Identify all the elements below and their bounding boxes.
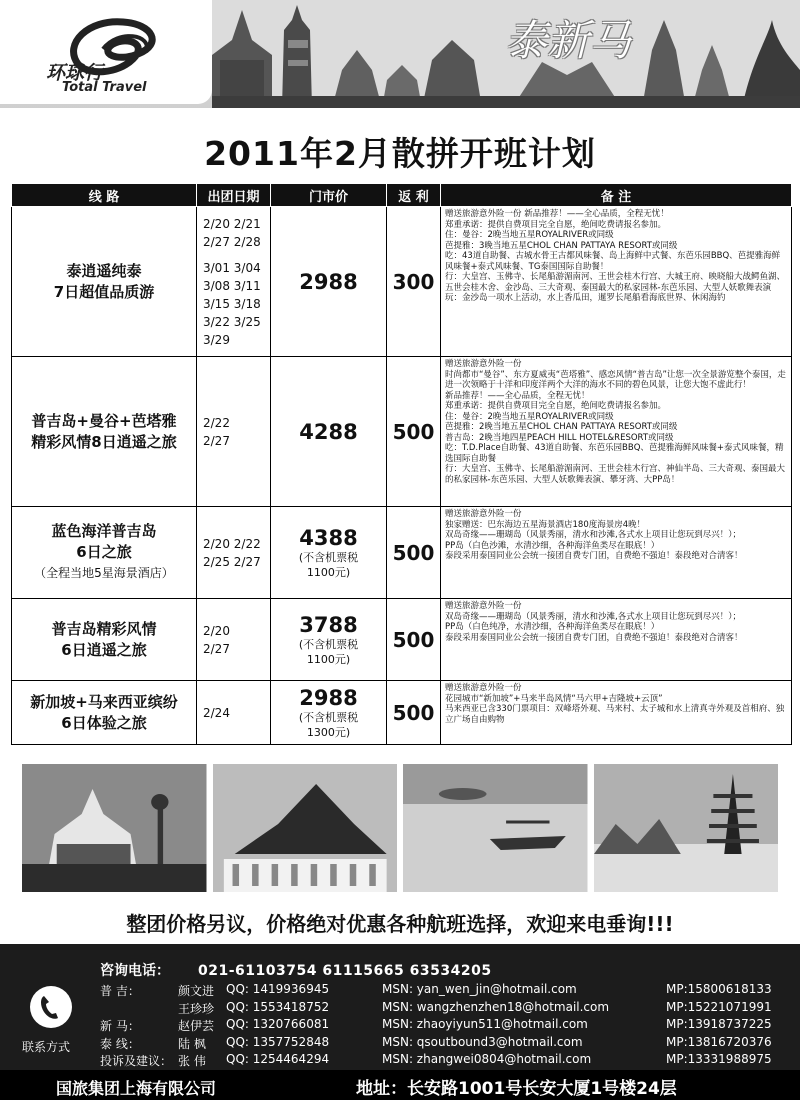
- column-header-price: 门市价: [271, 184, 387, 207]
- hotline: [100, 960, 492, 980]
- schedule-table: [11, 183, 792, 745]
- note-line: 行：大皇宫、玉佛寺、长尾船游湄南河、王世会桂木行宫、大城王府、映晓船大战鳄鱼湖、五世会桂木舍、金沙岛、三大奇观、泰国最大的私家园林-东芭乐园、大型人妖歌舞表演: [445, 272, 786, 293]
- note-line: 泰段采用泰国同业公会统一接团自费专门团，自费绝不强迫！泰段绝对合清客！: [445, 551, 743, 561]
- notes-cell: [441, 599, 792, 681]
- contact-row: [100, 1035, 790, 1051]
- contact-row: [100, 982, 790, 998]
- hotline-numbers: 021-61103754 61115665 63534205: [198, 963, 492, 979]
- beach-boat-photo: [403, 764, 588, 892]
- note-line: 行：大皇宫、玉佛寺、长尾船游湄南河、王世会桂木行宫、神仙半岛、三大奇观、泰国最大的私家园林-东芭乐园、大型人妖歌舞表演、攀牙湾、大PP岛！: [445, 464, 786, 485]
- table-row: [12, 599, 792, 681]
- contact-mobile: MP:15221071991: [666, 999, 772, 1014]
- column-header-rebate: 返 利: [387, 184, 441, 207]
- route-name-line: 6日之旅: [76, 543, 132, 561]
- departure-dates-cell: [197, 681, 271, 745]
- contact-qq: QQ: 1553418752: [226, 999, 330, 1014]
- note-line: 玩：金沙岛一项水上活动，水上香瓜田，暹罗长尾船看海底世界、休闲海钓: [445, 293, 726, 303]
- route-name-line: 精彩风情8日逍遥之旅: [31, 432, 177, 451]
- price-tax-note: 1100元): [306, 652, 351, 666]
- hotline-label: 咨询电话：: [100, 963, 170, 979]
- retail-price-cell: [271, 681, 387, 745]
- route-name-line: 6日逍遥之旅: [61, 640, 147, 659]
- contact-msn: MSN: wangzhenzhen18@hotmail.com: [382, 999, 610, 1014]
- retail-price: 2988: [299, 685, 358, 710]
- note-line: 郑重承诺：提供自费项目完全自愿，绝间吃费请报名参加。: [445, 401, 667, 411]
- contact-region: 新 马：: [100, 1019, 140, 1033]
- temple-photo: [213, 764, 398, 892]
- route-subtitle: （全程当地5星海景酒店）: [34, 566, 174, 580]
- header-banner: [0, 0, 800, 108]
- departure-dates-cell: [197, 599, 271, 681]
- contact-qq: QQ: 1254464294: [226, 1052, 330, 1066]
- note-line: 时尚都市“曼谷”、东方夏威夷“芭塔雅”、感恋风情“普吉岛”让您一次全景游览整个泰国，走进一次领略于十洋和印度洋两个大洋的海水不同的碧色风景，让您大饱不虚此行！: [445, 369, 786, 390]
- departure-date: 2/25 2/27: [203, 554, 261, 569]
- price-tax-note: (不含机票税: [298, 637, 359, 651]
- contact-msn: MSN: qsoutbound3@hotmail.com: [382, 1034, 583, 1049]
- contact-mobile: MP:13331988975: [666, 1052, 772, 1066]
- contact-person: 颜文进: [178, 984, 215, 998]
- note-line: 普吉岛：2晚当地四星PEACH HILL HOTEL&RESORT或同级: [445, 432, 674, 443]
- departure-dates-cell: [197, 357, 271, 507]
- price-tax-note: 1100元): [306, 565, 351, 579]
- retail-price: 3788: [299, 612, 358, 637]
- note-line: 双岛奇缘——珊瑚岛（风景秀丽，清水和沙滩,各式水上项目让您玩到尽兴！）；: [445, 530, 741, 540]
- table-row: [12, 207, 792, 357]
- note-line: 花园城市“新加坡”+马来半岛风情“马六甲+吉隆坡+云顶”: [445, 693, 663, 704]
- route-name-line: 7日超值品质游: [53, 282, 155, 301]
- column-header-route: 线 路: [12, 184, 197, 207]
- note-line: 泰段采用泰国同业公会统一接团自费专门团，自费绝不强迫！泰段绝对合清客！: [445, 632, 743, 643]
- note-line: 郑重承诺：提供自费项目完全自愿，绝间吃费请报名参加。: [445, 219, 667, 230]
- price-tax-note: (不含机票税: [298, 550, 359, 564]
- notes-cell: [441, 207, 792, 357]
- contact-mobile: MP:13918737225: [666, 1017, 772, 1031]
- note-line: 住：曼谷：2晚当地五星ROYALRIVER或同级: [445, 230, 614, 240]
- destination-calligraphy: 泰新马: [505, 16, 632, 65]
- route-name-line: 普吉岛精彩风情: [51, 619, 157, 638]
- note-line: 芭提雅：2晚当地五星CHOL CHAN PATTAYA RESORT或同级: [445, 422, 678, 432]
- route-name-line: 蓝色海洋普吉岛: [51, 522, 157, 540]
- rebate-cell: 500: [387, 357, 441, 507]
- note-line: 吃：43道自助餐、古城水骨王古都风味餐、岛上海鲜中式餐、东芭乐园BBQ、芭提雅海鲜风味餐+泰式风味餐、TG泰国国际自助餐！: [445, 251, 781, 272]
- contact-region: 投诉及建议：: [100, 1054, 173, 1068]
- notes-cell: [441, 357, 792, 507]
- note-line: 新品推荐！——全心品质，全程无忧！: [445, 390, 590, 401]
- logo-english-name: Total Travel: [62, 80, 147, 95]
- note-line: 住：曼谷：2晚当地五星ROYALRIVER或同级: [445, 411, 614, 422]
- contact-qq: QQ: 1320766081: [226, 1017, 330, 1031]
- company-name: 国旅集团上海有限公司: [56, 1079, 217, 1098]
- table-row: [12, 681, 792, 745]
- departure-dates-cell: [197, 507, 271, 599]
- contact-row: [100, 1052, 790, 1068]
- departure-dates-cell: [197, 207, 271, 357]
- rebate-cell: 500: [387, 599, 441, 681]
- departure-date: 3/08 3/11: [203, 278, 261, 293]
- company-address: 地址：长安路1001号长安大厦1号楼24层: [356, 1079, 677, 1099]
- column-header-dates: 出团日期: [197, 184, 271, 207]
- note-line: 赠送旅游意外险一份: [445, 509, 522, 519]
- rebate-cell: 500: [387, 507, 441, 599]
- contact-person: 张 伟: [178, 1054, 206, 1068]
- departure-date: 2/20 2/21: [203, 216, 261, 231]
- route-cell: [12, 357, 197, 507]
- departure-date: 2/27: [203, 433, 230, 448]
- pagoda-lake-photo: [594, 764, 779, 892]
- route-cell: [12, 599, 197, 681]
- page-title: 2011年2月散拼开班计划: [204, 134, 596, 173]
- contact-row: [100, 1000, 790, 1016]
- retail-price: 2988: [299, 269, 358, 294]
- departure-date: 3/01 3/04: [203, 260, 261, 275]
- route-cell: [12, 681, 197, 745]
- notes-cell: [441, 507, 792, 599]
- note-line: 芭提雅：3晚当地五星CHOL CHAN PATTAYA RESORT或同级: [445, 240, 678, 251]
- contact-region: 普 吉：: [100, 984, 140, 998]
- route-name-line: 普吉岛+曼谷+芭塔雅: [31, 411, 177, 430]
- table-row: [12, 357, 792, 507]
- route-cell: [12, 207, 197, 357]
- retail-price: 4288: [299, 419, 358, 444]
- retail-price: 4388: [299, 525, 358, 550]
- contact-footer: [0, 944, 800, 1100]
- logo: [0, 0, 212, 104]
- note-line: 吃：T.D.Place自助餐、43道自助餐、东芭乐园BBQ、芭提雅海鲜风味餐+泰式风味餐，精选国际自助餐: [445, 443, 784, 464]
- contact-method-label: 联系方式: [22, 1040, 71, 1054]
- price-tax-note: 1300元): [306, 725, 351, 739]
- note-line: 双岛奇缘——珊瑚岛（风景秀丽，清水和沙滩,各式水上项目让您玩到尽兴！）；: [445, 611, 741, 622]
- table-header-row: [12, 184, 792, 207]
- promotion-slogan: 整团价格另议，价格绝对优惠各种航班选择，欢迎来电垂询!!!: [126, 912, 674, 936]
- route-name-line: 6日体验之旅: [61, 713, 147, 732]
- logo-chinese-name: 环球行: [46, 62, 104, 84]
- note-line: 赠送旅游意外险一份: [445, 359, 522, 369]
- departure-date: 2/20: [203, 623, 230, 638]
- price-tax-note: (不含机票税: [298, 710, 359, 724]
- departure-date: 2/27: [203, 641, 230, 656]
- note-line: PP岛（白色沙滩，水清沙细，各种海洋鱼类尽在眼底！）: [445, 540, 660, 551]
- departure-date: 2/22: [203, 415, 230, 430]
- phone-icon: [30, 986, 72, 1028]
- notes-cell: [441, 681, 792, 745]
- contact-person: 赵伊芸: [178, 1019, 215, 1033]
- departure-date: 2/24: [203, 705, 230, 720]
- route-name-line: 新加坡+马来西亚缤纷: [30, 692, 178, 711]
- contact-person: 王珍珍: [178, 1001, 215, 1016]
- note-line: 赠送旅游意外险一份: [445, 683, 522, 693]
- route-name-line: 泰逍遥纯泰: [66, 261, 142, 280]
- departure-date: 3/29: [203, 332, 230, 347]
- retail-price-cell: [271, 599, 387, 681]
- retail-price-cell: [271, 357, 387, 507]
- table-row: [12, 507, 792, 599]
- retail-price-cell: [271, 207, 387, 357]
- contact-msn: MSN: yan_wen_jin@hotmail.com: [382, 982, 577, 996]
- contact-mobile: MP:13816720376: [666, 1034, 772, 1049]
- contact-qq: QQ: 1419936945: [226, 982, 330, 996]
- route-cell: [12, 507, 197, 599]
- destination-photo-strip: [22, 764, 778, 892]
- departure-date: [203, 251, 270, 259]
- contact-row: [100, 1017, 790, 1033]
- contact-person: 陆 枫: [178, 1036, 206, 1051]
- contact-qq: QQ: 1357752848: [226, 1034, 330, 1049]
- note-line: 赠送旅游意外险一份 新品推荐！——全心品质，全程无忧！: [445, 209, 669, 219]
- rebate-cell: 300: [387, 207, 441, 357]
- departure-date: 3/15 3/18: [203, 296, 261, 311]
- note-line: PP岛（白色纯净，水清沙细，各种海洋鱼类尽在眼底！）: [445, 622, 660, 632]
- contact-msn: MSN: zhangwei0804@hotmail.com: [382, 1052, 592, 1066]
- contact-mobile: MP:15800618133: [666, 982, 772, 996]
- note-line: 赠送旅游意外险一份: [445, 601, 522, 611]
- note-line: 马来西亚已含330门票项目：双峰塔外观、马来村、太子城和水上清真寺外观及首相府、独立广场自由购物: [445, 704, 785, 725]
- departure-date: 3/22 3/25: [203, 314, 261, 329]
- footer-bar: [0, 1070, 800, 1100]
- rebate-cell: 500: [387, 681, 441, 745]
- note-line: 独家赠送：巴东海边五星海景酒店180度海景房4晚！: [445, 519, 646, 530]
- contact-msn: MSN: zhaoyiyun511@hotmail.com: [382, 1017, 588, 1031]
- departure-date: 2/20 2/22: [203, 536, 261, 551]
- departure-date: 2/27 2/28: [203, 234, 261, 249]
- column-header-notes: 备 注: [441, 184, 792, 207]
- contact-region: 泰 线：: [100, 1036, 140, 1051]
- retail-price-cell: [271, 507, 387, 599]
- palace-photo: [22, 764, 207, 892]
